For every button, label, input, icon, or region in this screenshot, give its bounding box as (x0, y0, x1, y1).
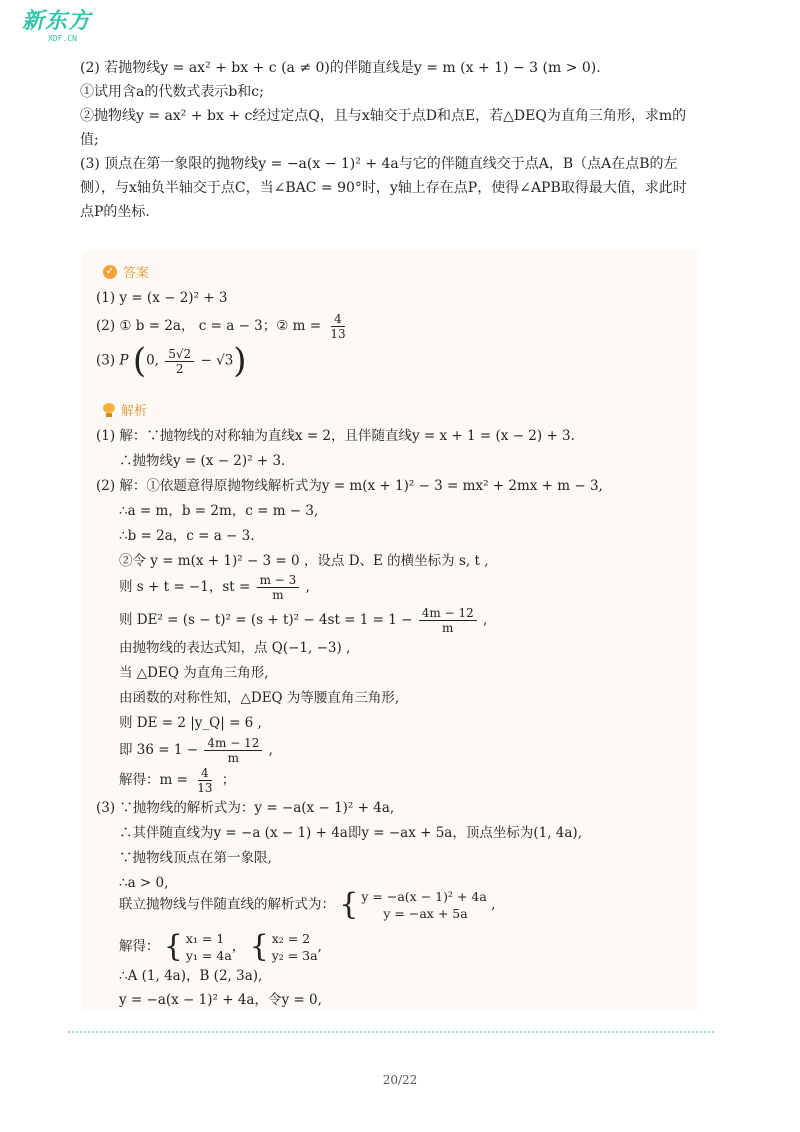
fraction-denominator: 13 (330, 327, 346, 341)
brace: { (163, 929, 183, 964)
analysis-line: ②令 y = m(x + 1)² − 3 = 0 ，设点 D、E 的横坐标为 s, t , (119, 553, 489, 569)
lightbulb-icon (103, 403, 115, 417)
fraction (204, 736, 262, 765)
line-text: 则 DE² = (s − t)² = (s + t)² − 4st = 1 = 1 − (119, 612, 413, 628)
question-part3-b: 侧），与x轴负半轴交于点C，当∠BAC = 90°时，y轴上存在点P，使得∠APB取得最大值，求此时 (80, 180, 687, 196)
question-part3-c: 点P的坐标. (80, 204, 150, 220)
brace: { (339, 887, 359, 922)
analysis-line (119, 606, 487, 635)
question-part2-intro: (2) 若抛物线y = ax² + bx + c (a ≠ 0)的伴随直线是y = m (x + 1) − 3 (m > 0). (80, 60, 601, 76)
analysis-line: ∴a > 0, (119, 875, 169, 891)
line-text: 联立抛物线与伴随直线的解析式为： (119, 896, 335, 913)
fraction-numerator: 4m − 12 (204, 736, 262, 751)
question-part3-a: (3) 顶点在第一象限的抛物线y = −a(x − 1)² + 4a与它的伴随直线交于点A，B（点A在点B的左 (80, 156, 678, 172)
fraction (419, 606, 477, 635)
fraction-denominator: m (227, 751, 240, 765)
answer-3 (96, 341, 247, 381)
answer-1: (1) y = (x − 2)² + 3 (96, 290, 228, 306)
analysis-line (119, 766, 235, 795)
analysis-line (119, 888, 495, 922)
fraction-denominator: m (442, 621, 454, 635)
left-paren: ( (132, 341, 147, 381)
line-text: , (491, 896, 496, 913)
check-icon: ✓ (103, 265, 117, 279)
line-text: ； (221, 772, 236, 788)
question-text (80, 56, 720, 224)
line-text: , (305, 579, 310, 595)
answer-title: 答案 (123, 266, 150, 281)
line-text: 则 s + t = −1，st = (119, 579, 251, 595)
analysis-line: ∵抛物线顶点在第一象限, (119, 850, 272, 866)
question-part2-2a: ②抛物线y = ax² + bx + c经过定点Q，且与x轴交于点D和点E，若△DEQ为直角三角形，求m的 (80, 108, 687, 124)
answer-2 (96, 312, 351, 341)
analysis-line: ∴A (1, 4a)，B (2, 3a), (119, 968, 263, 984)
answer-heading (103, 262, 149, 281)
fraction-denominator: 2 (175, 361, 184, 376)
fraction (257, 573, 300, 602)
equation-row: x₂ = 2 (271, 931, 311, 946)
analysis-line (119, 573, 310, 602)
brand-logo (22, 10, 92, 44)
brand-sub: XDF.CN (48, 34, 77, 43)
line-text: 解得：m = (119, 772, 188, 788)
fraction-denominator: m (272, 588, 284, 602)
equation-row: y = −a(x − 1)² + 4a (361, 889, 487, 904)
line-text: 即 36 = 1 − (119, 742, 199, 758)
question-part2-2b: 值; (80, 132, 99, 148)
analysis-line: 当 △DEQ 为直角三角形, (119, 665, 269, 681)
equation-row: x₁ = 1 (185, 931, 225, 946)
answer-3-inner: 0, (146, 352, 159, 369)
line-text: 解得： (119, 938, 160, 955)
brace: { (249, 929, 269, 964)
fraction (194, 766, 215, 795)
solution-system-1 (164, 930, 232, 964)
answer-3-point: P (119, 352, 129, 369)
line-text: , (483, 612, 488, 628)
fraction-numerator: 4 (198, 766, 212, 781)
analysis-line: ∴a = m，b = 2m，c = m − 3, (119, 503, 319, 519)
answer-2-text: (2) ① b = 2a， c = a − 3；② m = (96, 318, 322, 334)
analysis-line: y = −a(x − 1)² + 4a，令y = 0, (119, 992, 322, 1008)
analysis-line: (1) 解：∵抛物线的对称轴为直线x = 2，且伴随直线y = x + 1 = (x − 2) + 3. (96, 428, 575, 444)
analysis-line: 则 DE = 2 |y_Q| = 6 , (119, 715, 262, 731)
equation-row: y₁ = 4a (185, 948, 232, 963)
analysis-line: (3) ∵抛物线的解析式为：y = −a(x − 1)² + 4a, (96, 800, 395, 816)
equation-row: y = −ax + 5a (383, 906, 468, 921)
solution-system-2 (250, 930, 318, 964)
fraction-numerator: 4 (331, 312, 345, 327)
dotted-divider (68, 1031, 714, 1033)
line-text: , (268, 742, 273, 758)
answer-2-fraction (327, 312, 348, 341)
analysis-line: 由函数的对称性知，△DEQ 为等腰直角三角形, (119, 690, 400, 706)
solution-box (83, 250, 699, 1010)
question-part2-1: ①试用含a的代数式表示b和c; (80, 84, 264, 100)
page-number: 20/22 (382, 1073, 418, 1087)
equation-row: y₂ = 3a (271, 948, 318, 963)
right-paren: ) (233, 341, 247, 381)
analysis-line: 解得： { x₁ = 1 y₁ = 4a ， { x₂ = 2 y₂ = 3a , (119, 929, 322, 964)
answer-3-tail: − √3 (200, 352, 234, 369)
brand-name: 新东方 (22, 9, 92, 34)
fraction-numerator: 5√2 (165, 347, 194, 362)
analysis-line: ∴b = 2a，c = a − 3. (119, 528, 255, 544)
fraction-numerator: 4m − 12 (419, 606, 477, 621)
answer-3-label: (3) (96, 352, 116, 369)
analysis-heading (103, 400, 147, 419)
analysis-line: 由抛物线的表达式知，点 Q(−1, −3) , (119, 640, 351, 656)
fraction-numerator: m − 3 (257, 573, 300, 588)
fraction-denominator: 13 (197, 781, 213, 795)
analysis-line: ∴其伴随直线为y = −a (x − 1) + 4a即y = −ax + 5a，顶点坐标为(1, 4a), (119, 825, 582, 841)
analysis-line: (2) 解：①依题意得原抛物线解析式为y = m(x + 1)² − 3 = mx² + 2mx + m − 3, (96, 478, 603, 494)
equation-system (339, 888, 487, 922)
analysis-title: 解析 (121, 404, 148, 419)
answer-3-fraction (165, 347, 194, 376)
analysis-line (119, 736, 273, 765)
analysis-line: ∴抛物线y = (x − 2)² + 3. (119, 453, 286, 469)
